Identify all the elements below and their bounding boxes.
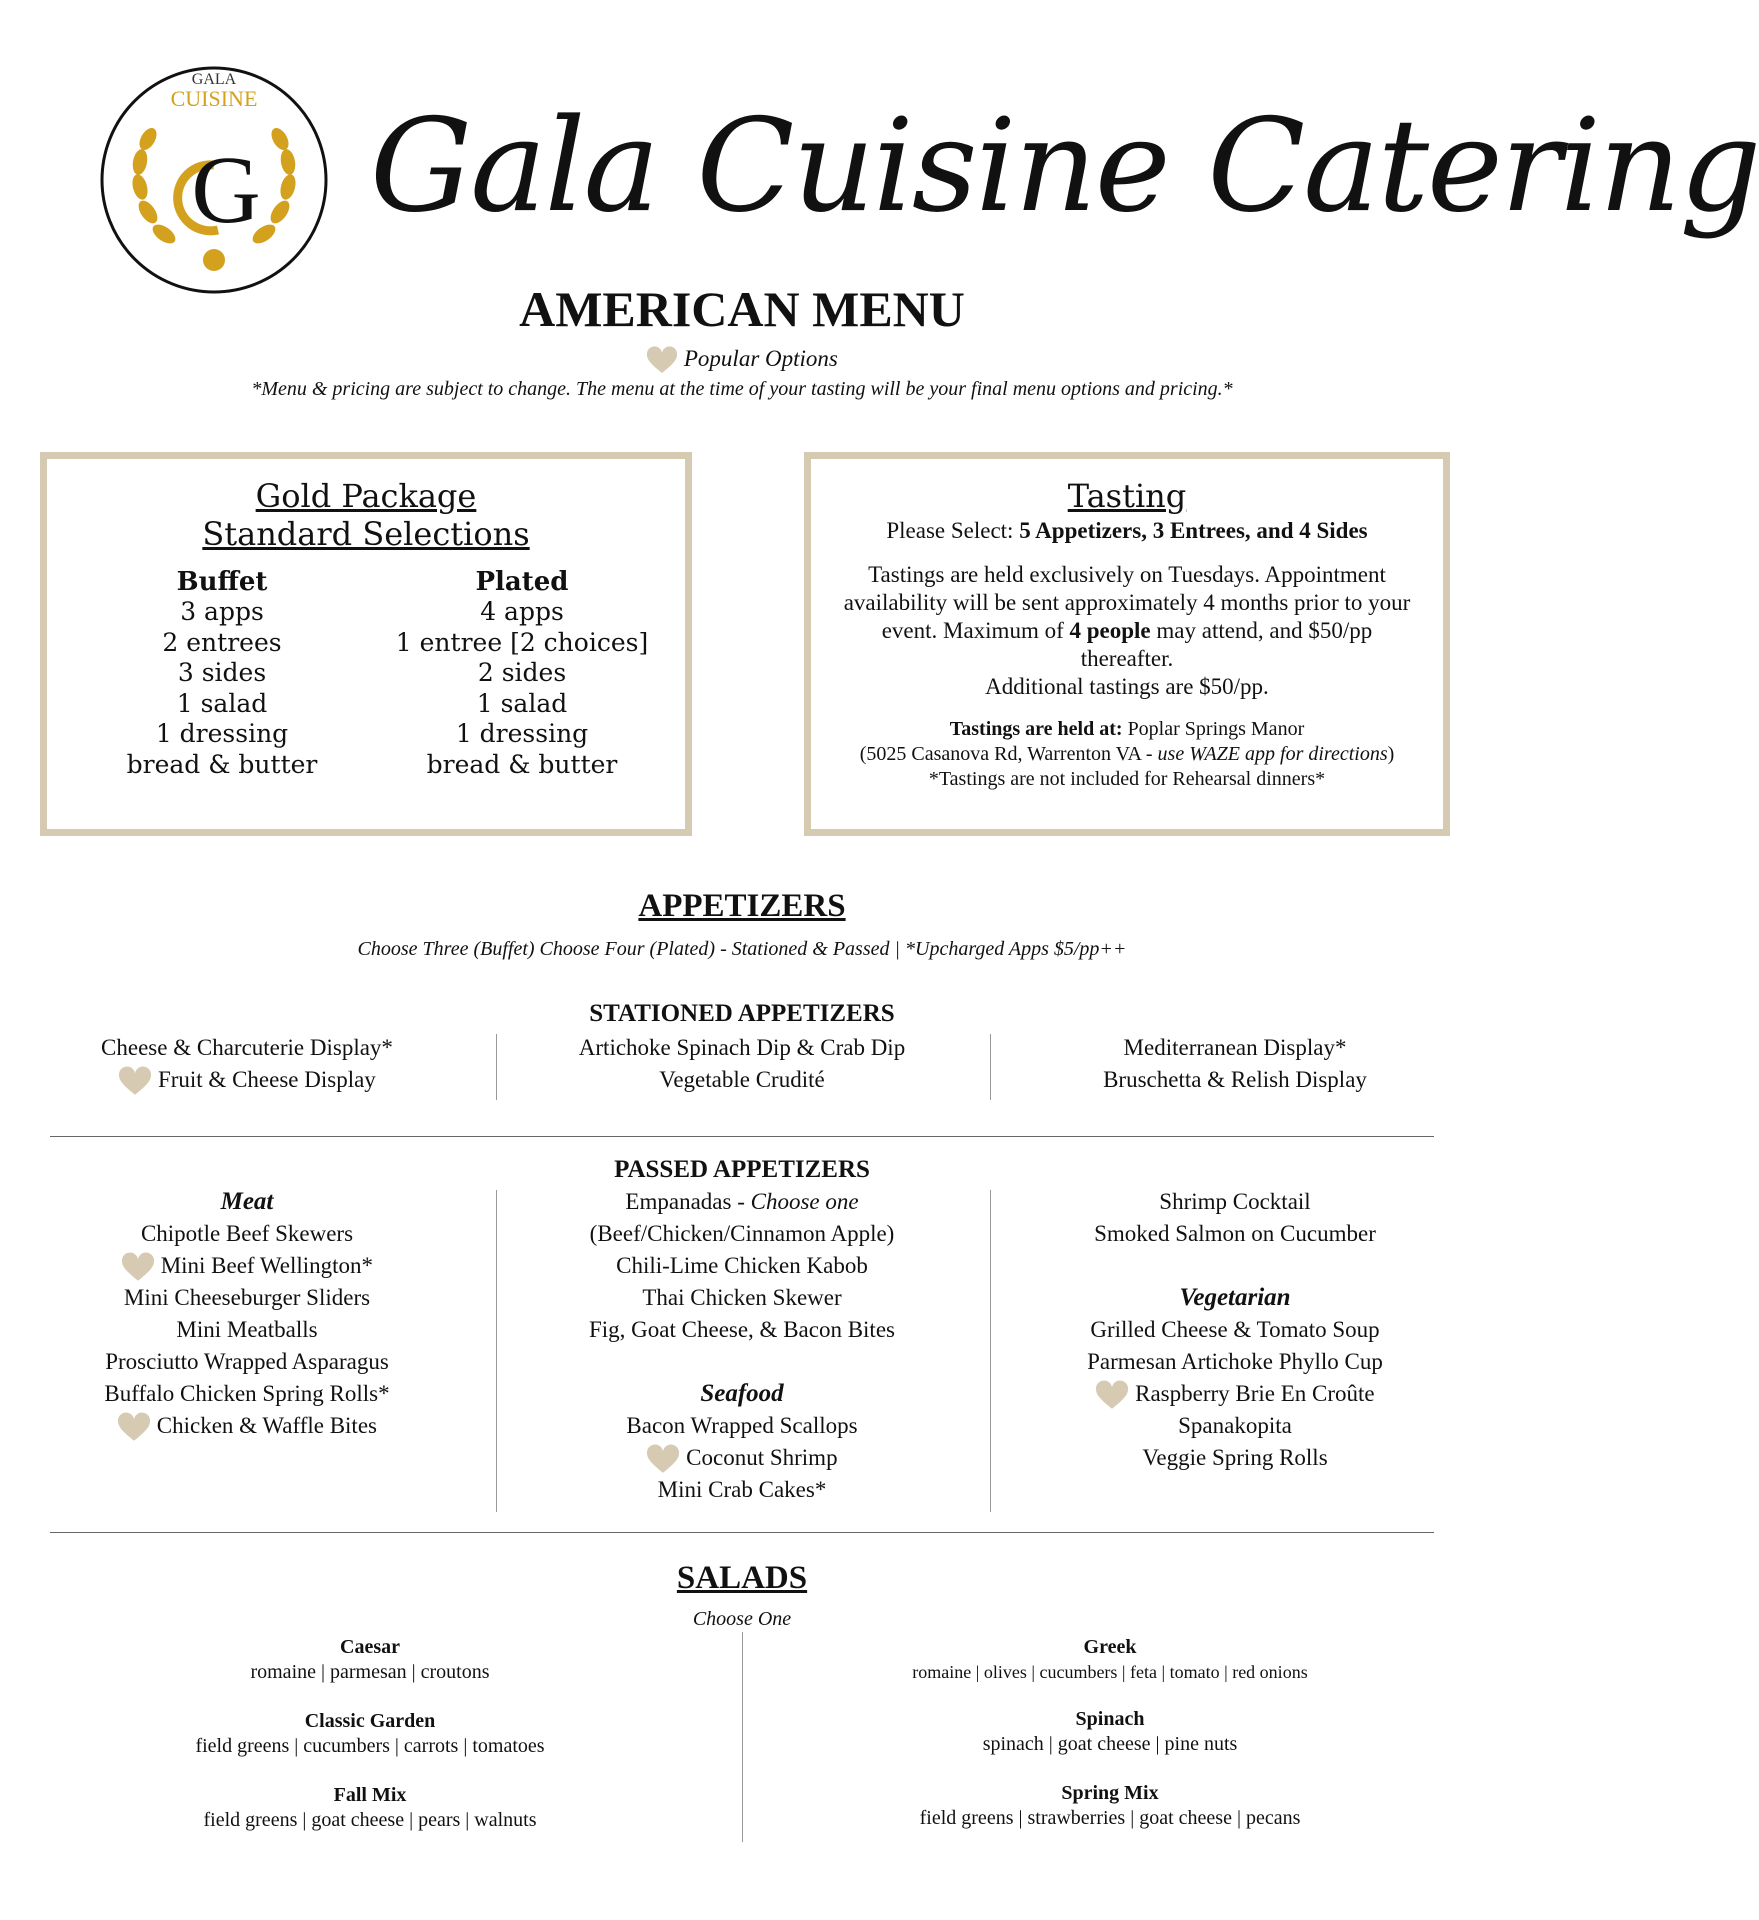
buffet-item: 2 entrees (162, 627, 282, 657)
buffet-heading: Buffet (176, 567, 268, 597)
list-item: Smoked Salmon on Cucumber (1094, 1221, 1376, 1246)
buffet-column (87, 567, 357, 780)
logo (96, 62, 332, 298)
list-item (52, 1250, 442, 1282)
list-item: Shrimp Cocktail (1159, 1189, 1311, 1214)
plated-column (387, 567, 657, 780)
list-item: Chili-Lime Chicken Kabob (616, 1253, 868, 1278)
tasting-select (811, 517, 1443, 545)
list-item: Buffalo Chicken Spring Rolls* (104, 1381, 390, 1406)
list-item: Bruschetta & Relish Display (1103, 1067, 1367, 1092)
tasting-directions: use WAZE app for directions (1157, 743, 1388, 765)
page-title: AMERICAN MENU (519, 281, 965, 337)
tasting-address-end: ) (1387, 743, 1395, 765)
salads-right-column (840, 1634, 1380, 1830)
heart-icon (646, 1446, 680, 1474)
salad-desc: romaine | olives | cucumbers | feta | tomato | red onions (912, 1662, 1308, 1682)
vegetarian-heading: Vegetarian (1179, 1284, 1291, 1311)
popular-legend (0, 346, 1484, 374)
plated-item: bread & butter (426, 749, 618, 779)
salad-name: Spinach (1075, 1708, 1145, 1730)
plated-item: 1 dressing (455, 719, 589, 748)
salad-name: Classic Garden (304, 1710, 436, 1732)
tasting-address: (5025 Casanova Rd, Warrenton VA - (859, 743, 1158, 765)
list-item: Grilled Cheese & Tomato Soup (1090, 1317, 1380, 1342)
meat-heading: Meat (220, 1188, 274, 1215)
list-item: Spanakopita (1178, 1413, 1292, 1438)
stationed-col2 (500, 1032, 984, 1096)
plated-item: 1 salad (476, 688, 568, 718)
buffet-item: 3 sides (177, 658, 267, 687)
list-item: Bacon Wrapped Scallops (626, 1413, 858, 1438)
plated-heading: Plated (475, 567, 569, 597)
seafood-heading: Seafood (700, 1380, 784, 1407)
tasting-line (811, 617, 1443, 645)
tasting-box (804, 452, 1450, 836)
list-item: Artichoke Spinach Dip & Crab Dip (578, 1035, 906, 1060)
list-item: Mini Meatballs (176, 1317, 318, 1342)
list-item-label: Empanadas - (625, 1189, 751, 1214)
stationed-heading: STATIONED APPETIZERS (589, 1000, 895, 1027)
passed-meat-column (52, 1186, 442, 1442)
salad-desc: spinach | goat cheese | pine nuts (982, 1733, 1238, 1755)
tasting-select-prefix: Please Select: (886, 518, 1020, 543)
salads-note: Choose One (692, 1608, 792, 1630)
salads-left-column (100, 1634, 640, 1832)
tasting-note: *Tastings are not included for Rehearsal dinners* (928, 768, 1326, 790)
tasting-title: Tasting (1067, 477, 1187, 515)
passed-heading: PASSED APPETIZERS (614, 1156, 870, 1183)
list-item: Fig, Goat Cheese, & Bacon Bites (589, 1317, 895, 1342)
list-item: Mini Cheeseburger Sliders (123, 1285, 371, 1310)
stationed-col3 (1000, 1032, 1470, 1096)
plated-item: 2 sides (477, 658, 567, 687)
salads-heading: SALADS (676, 1560, 808, 1596)
list-item: Vegetable Crudité (659, 1067, 825, 1092)
tasting-line: availability will be sent approximately 4 months prior to your (843, 590, 1411, 615)
tasting-details (811, 561, 1443, 701)
list-item-label: Raspberry Brie En Croûte (1135, 1381, 1375, 1406)
heart-icon (117, 1414, 151, 1442)
list-item: Thai Chicken Skewer (642, 1285, 842, 1310)
list-item: Mini Crab Cakes* (657, 1477, 827, 1502)
list-item: Parmesan Artichoke Phyllo Cup (1087, 1349, 1383, 1374)
tasting-line: thereafter. (1080, 646, 1174, 671)
divider (50, 1136, 1434, 1137)
buffet-item: 1 salad (176, 688, 268, 718)
tasting-line: Additional tastings are $50/pp. (985, 674, 1269, 699)
logo-line2: CUISINE (170, 86, 258, 111)
list-item: Veggie Spring Rolls (1142, 1445, 1328, 1470)
tasting-location-name: Poplar Springs Manor (1122, 718, 1305, 740)
buffet-item: bread & butter (126, 749, 318, 779)
passed-right-column (1000, 1186, 1470, 1474)
list-item: Chipotle Beef Skewers (140, 1221, 354, 1246)
salad-desc: field greens | cucumbers | carrots | tomatoes (195, 1735, 545, 1757)
tasting-text: event. Maximum of (881, 618, 1070, 643)
list-item (500, 1442, 984, 1474)
tasting-line: Tastings are held exclusively on Tuesdays. Appointment (868, 562, 1386, 587)
gold-package-subtitle: Standard Selections (202, 515, 530, 553)
list-item-label: Mini Beef Wellington* (160, 1253, 374, 1278)
buffet-item: 3 apps (180, 597, 264, 626)
buffet-item: 1 dressing (155, 719, 289, 748)
heart-icon (121, 1254, 155, 1282)
list-item: Mediterranean Display* (1123, 1035, 1347, 1060)
list-item (52, 1064, 442, 1096)
salad-name: Caesar (340, 1636, 400, 1658)
heart-icon (646, 348, 678, 374)
heart-icon (1095, 1382, 1129, 1410)
tasting-select-bold: 5 Appetizers, 3 Entrees, and 4 Sides (1019, 518, 1368, 543)
stationed-col1 (52, 1032, 442, 1096)
tasting-text: may attend, and $50/pp (1150, 618, 1373, 643)
disclaimer: *Menu & pricing are subject to change. The menu at the time of your tasting will be your final menu options and pricing.* (251, 378, 1233, 400)
plated-item: 1 entree [2 choices] (395, 627, 649, 657)
logo-line1: GALA (191, 71, 237, 88)
gold-package-box (40, 452, 692, 836)
tasting-location-label: Tastings are held at: (949, 718, 1123, 740)
list-item-note: Choose one (750, 1189, 859, 1214)
salad-desc: romaine | parmesan | croutons (250, 1661, 490, 1683)
list-item (1000, 1378, 1470, 1410)
logo-monogram: G (191, 136, 261, 243)
list-item (52, 1410, 442, 1442)
salad-desc: field greens | strawberries | goat cheese | pecans (919, 1807, 1301, 1829)
appetizers-note: Choose Three (Buffet) Choose Four (Plated) - Stationed & Passed | *Upcharged Apps $5/pp++ (357, 938, 1127, 960)
salad-name: Spring Mix (1061, 1782, 1159, 1804)
list-item (500, 1186, 984, 1218)
list-item-label: Coconut Shrimp (686, 1445, 838, 1470)
popular-label: Popular Options (683, 346, 838, 371)
salad-desc: field greens | goat cheese | pears | walnuts (203, 1809, 537, 1831)
list-item: (Beef/Chicken/Cinnamon Apple) (589, 1221, 895, 1246)
salad-name: Greek (1083, 1636, 1137, 1658)
gold-package-title: Gold Package (255, 477, 477, 515)
salad-name: Fall Mix (333, 1784, 407, 1806)
heart-icon (118, 1068, 152, 1096)
appetizers-heading: APPETIZERS (638, 888, 846, 924)
list-item-label: Fruit & Cheese Display (157, 1067, 376, 1092)
passed-mid-column (500, 1186, 984, 1506)
plated-item: 4 apps (480, 597, 564, 626)
brand-name: Gala Cuisine Catering (370, 92, 1759, 241)
list-item-label: Chicken & Waffle Bites (156, 1413, 377, 1438)
list-item: Prosciutto Wrapped Asparagus (105, 1349, 389, 1374)
divider (50, 1532, 1434, 1533)
list-item: Cheese & Charcuterie Display* (101, 1035, 393, 1060)
tasting-max-people: 4 people (1069, 618, 1151, 643)
tasting-location (811, 717, 1443, 792)
